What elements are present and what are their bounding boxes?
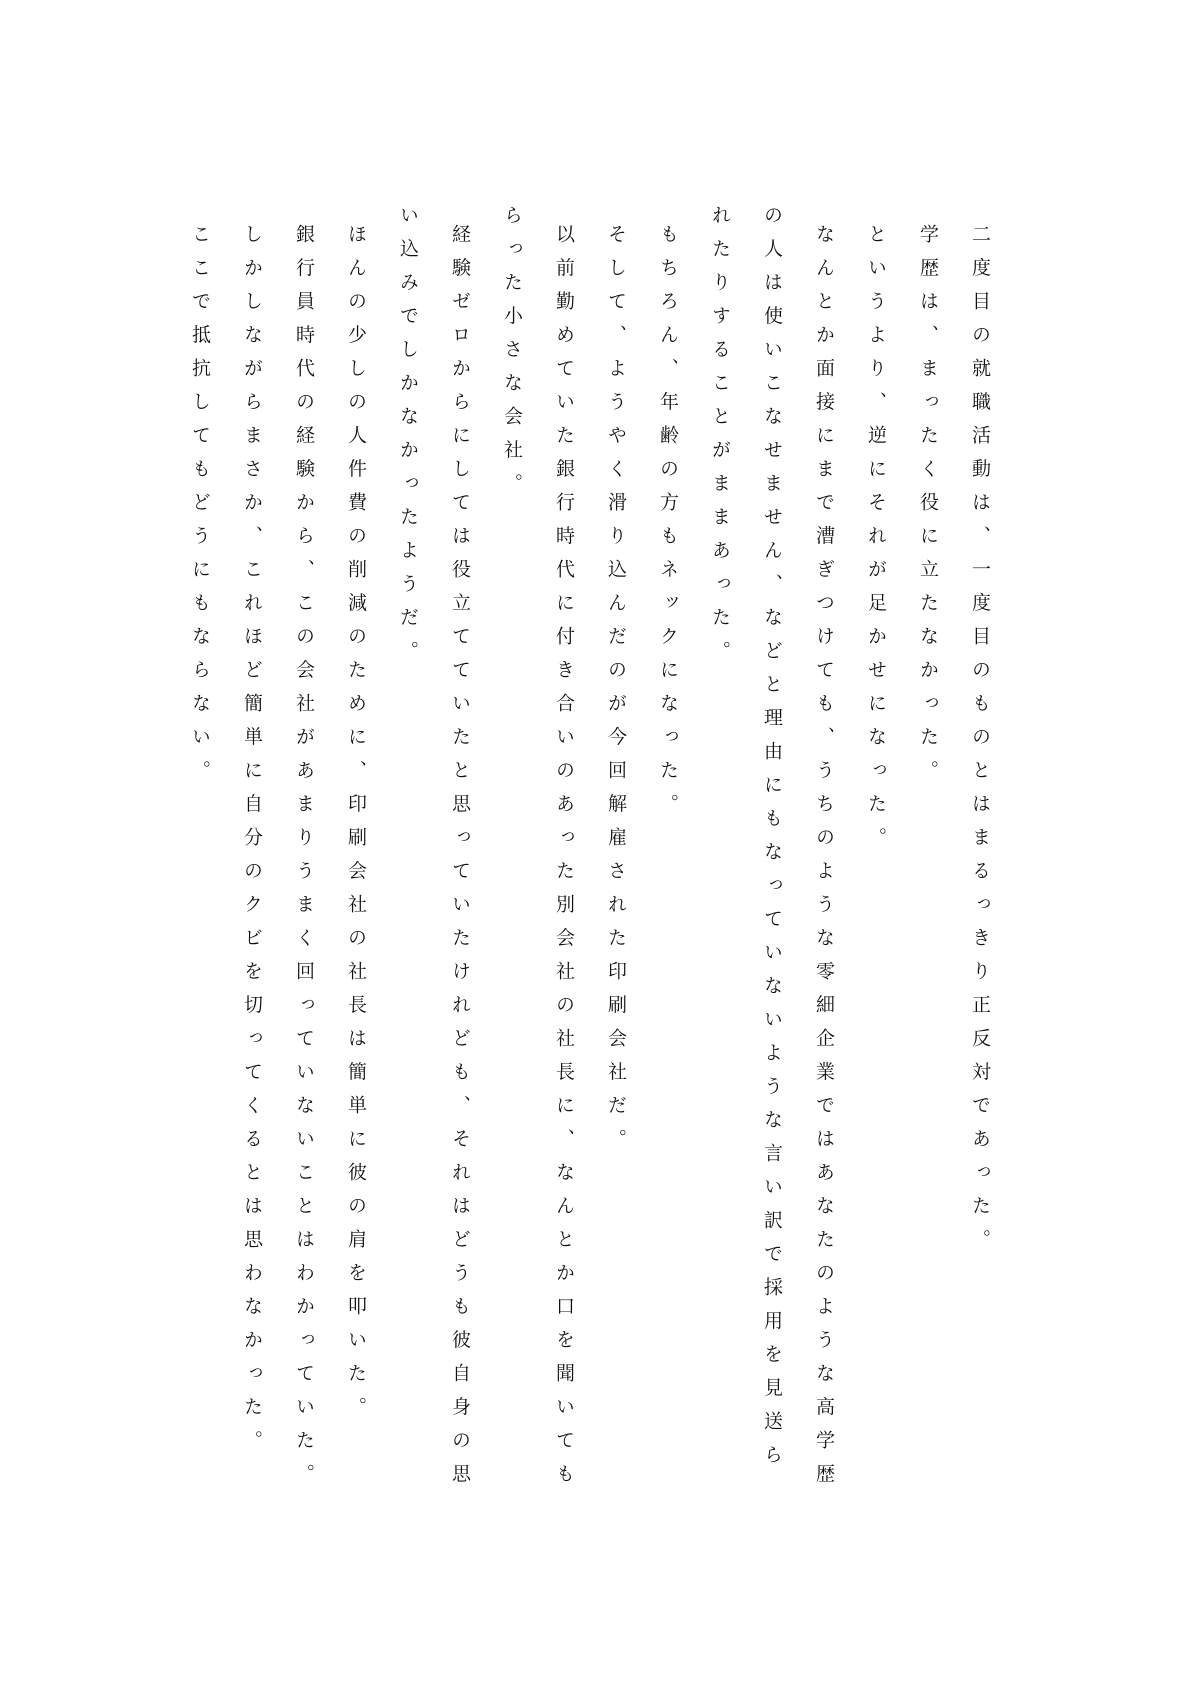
paragraph: ここで抵抗してもどうにもならない。 xyxy=(189,224,211,794)
paragraph: 以前勤めていた銀行時代に付き合いのあった別会社の社長に、なんとか口を聞いてもらった小さな会社。 xyxy=(501,205,575,1497)
paragraph: 二度目の就職活動は、一度目のものとはまるっきり正反対であった。 xyxy=(969,224,991,1263)
paragraph: なんとか面接にまで漕ぎつけても、うちのような零細企業ではあなたのような高学歴の人は使いこなせません、などと理由にもなっていないような言い訳で採用を見送られたりすることがままあった。 xyxy=(709,205,835,1497)
paragraph: もちろん、年齢の方もネックになった。 xyxy=(657,224,679,827)
paragraph: 学歴は、まったく役に立たなかった。 xyxy=(917,224,939,794)
paragraph: 経験ゼロからにしては役立てていたと思っていたけれども、それはどうも彼自身の思い込みでしかなかったようだ。 xyxy=(397,205,471,1497)
paragraph: そして、ようやく滑り込んだのが今回解雇された印刷会社だ。 xyxy=(605,224,627,1162)
paragraph: 銀行員時代の経験から、この会社があまりうまく回っていないことはわかっていた。 xyxy=(293,224,315,1497)
paragraph: というより、逆にそれが足かせになった。 xyxy=(865,224,887,861)
paragraph: ほんの少しの人件費の削減のために、印刷会社の社長は簡単に彼の肩を叩いた。 xyxy=(345,224,367,1430)
paragraph: しかしながらまさか、これほど簡単に自分のクビを切ってくるとは思わなかった。 xyxy=(241,224,263,1464)
vertical-text-body xyxy=(174,205,1006,1505)
